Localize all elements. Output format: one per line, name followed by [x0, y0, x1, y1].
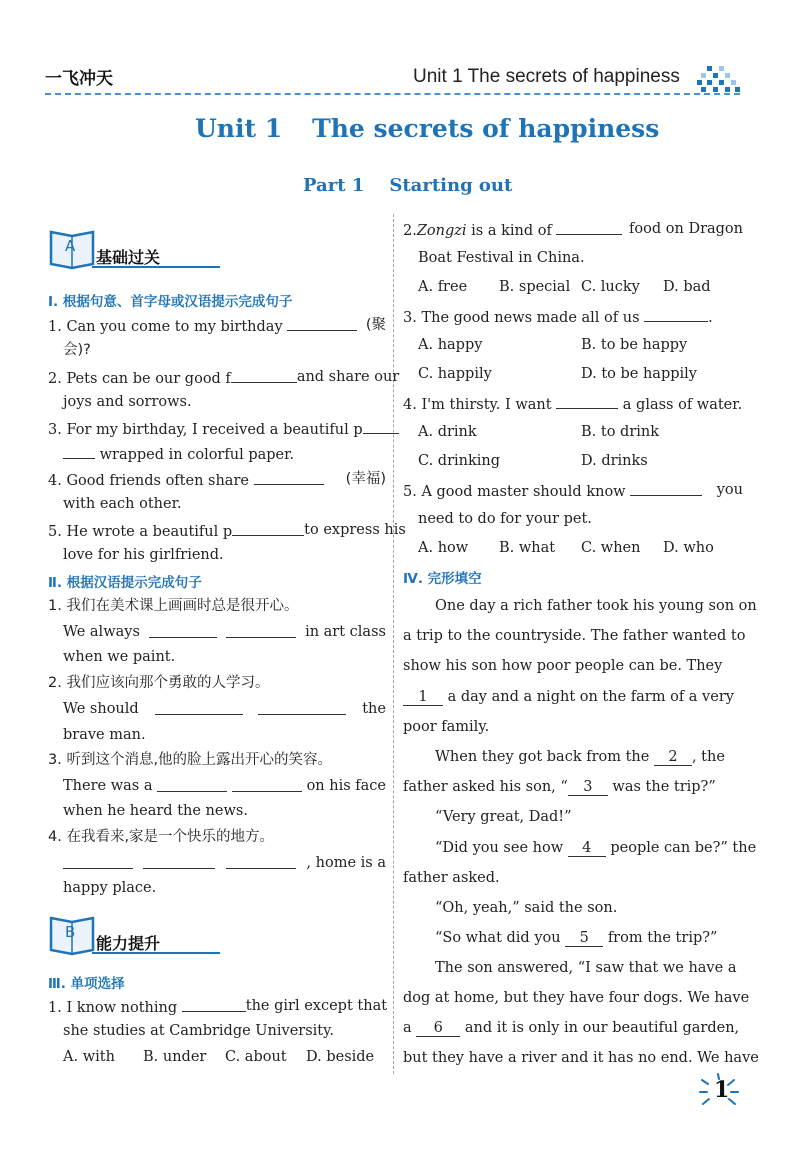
s2-q2-line2: brave man.	[63, 727, 146, 743]
s2-q4-line1: , home is a	[63, 854, 386, 872]
s3-q2-line1: 2.Zongzi is a kind of food on Dragon	[403, 221, 743, 239]
s3-q5-line2: need to do for your pet.	[418, 511, 592, 527]
cloze-blank-5[interactable]: 5	[565, 930, 603, 947]
s3-q4-line1: 4. I'm thirsty. I want a glass of water.	[403, 394, 742, 414]
section-1-heading: Ⅰ. 根据句意、首字母或汉语提示完成句子	[48, 294, 293, 310]
badge-a	[48, 226, 223, 270]
s4-p7-line3: a 6 and it is only in our beautiful garden,	[403, 1020, 740, 1036]
badge-b-letter: B	[65, 923, 76, 941]
badge-a-label: 基础过关	[96, 248, 161, 267]
cloze-blank-1[interactable]: 1	[403, 689, 443, 706]
s4-p2-line1: When they got back from the 2 , the	[435, 749, 725, 765]
header-logo: 一飞冲天	[45, 69, 113, 89]
s1-q4-line1: 4. Good friends often share (幸福)	[48, 471, 386, 489]
s4-p2-line2: father asked his son, “ 3 was the trip?”	[403, 779, 716, 795]
unit-title	[195, 114, 659, 143]
s4-p1-line4: 1 a day and a night on the farm of a very	[403, 688, 734, 706]
s3-q2-line2: Boat Festival in China.	[418, 250, 585, 266]
s2-q2-chinese: 2. 我们应该向那个勇敢的人学习。	[48, 675, 270, 691]
s4-p7-line1: The son answered, “I saw that we have a	[435, 960, 737, 976]
cloze-blank-2[interactable]: 2	[654, 749, 692, 766]
s2-q3-chinese: 3. 听到这个消息,他的脸上露出开心的笑容。	[48, 752, 333, 768]
s1-q4-line2: with each other.	[63, 496, 182, 512]
s4-p1-line1: One day a rich father took his young son on	[435, 598, 757, 614]
cloze-blank-3[interactable]: 3	[568, 779, 608, 796]
s1-q1-line1: 1. Can you come to my birthday (聚	[48, 317, 386, 335]
s2-q4-chinese: 4. 在我看来,家是一个快乐的地方。	[48, 829, 275, 845]
page-number: 1	[714, 1077, 730, 1103]
s4-p3: “Very great, Dad!”	[435, 809, 572, 825]
s1-q2-line2: joys and sorrows.	[63, 394, 192, 410]
s1-q3-line1: 3. For my birthday, I received a beautiful p	[48, 419, 399, 439]
s2-q1-line2: when we paint.	[63, 649, 176, 665]
section-2-heading: Ⅱ. 根据汉语提示完成句子	[48, 575, 202, 591]
s4-p1-line3: show his son how poor people can be. They	[403, 658, 723, 674]
s2-q1-chinese: 1. 我们在美术课上画画时总是很开心。	[48, 598, 299, 614]
s4-p7-line4: but they have a river and it has no end. We have	[403, 1050, 759, 1066]
s1-q5-line1: 5. He wrote a beautiful p to express his	[48, 522, 406, 540]
section-4-heading: Ⅳ. 完形填空	[403, 571, 482, 587]
s1-q3-line2: wrapped in colorful paper.	[63, 444, 294, 464]
badge-b	[48, 912, 223, 956]
s2-q1-line1: We always in art class	[63, 624, 386, 640]
s4-p4-line1: “Did you see how 4 people can be?” the	[435, 840, 757, 856]
s4-p7-line2: dog at home, but they have four dogs. We have	[403, 990, 750, 1006]
cloze-blank-6[interactable]: 6	[416, 1020, 460, 1037]
unit-number: Unit 1	[195, 114, 283, 143]
header-divider	[45, 93, 740, 95]
s1-q1-line2: 会)?	[63, 342, 91, 358]
badge-a-letter: A	[65, 237, 76, 255]
cloze-blank-4[interactable]: 4	[568, 840, 606, 857]
unit-name: The secrets of happiness	[312, 114, 660, 143]
s4-p6: “So what did you 5 from the trip?”	[435, 930, 718, 946]
s3-q1-line1: 1. I know nothing the girl except that	[48, 998, 388, 1016]
part-title: Part 1 Starting out	[303, 175, 513, 196]
s4-p5: “Oh, yeah,” said the son.	[435, 900, 618, 916]
section-3-heading: Ⅲ. 单项选择	[48, 976, 125, 992]
header-pixel-decoration	[697, 66, 741, 96]
s4-p4-line2: father asked.	[403, 870, 500, 886]
s4-p1-line5: poor family.	[403, 719, 490, 735]
s2-q3-line1: There was a on his face	[63, 778, 386, 794]
running-title: Unit 1 The secrets of happiness	[413, 66, 680, 87]
s3-q5-line1: 5. A good master should know you	[403, 482, 743, 500]
s2-q2-line1: We should the	[63, 701, 386, 717]
column-divider	[393, 214, 394, 1074]
badge-b-label: 能力提升	[96, 934, 161, 953]
s3-q3-line1: 3. The good news made all of us .	[403, 307, 713, 327]
s3-q1-line2: she studies at Cambridge University.	[63, 1023, 334, 1039]
s2-q3-line2: when he heard the news.	[63, 803, 248, 819]
s2-q4-line2: happy place.	[63, 880, 157, 896]
s1-q2-line1: 2. Pets can be our good f and share our	[48, 369, 400, 387]
s1-q5-line2: love for his girlfriend.	[63, 547, 224, 563]
s4-p1-line2: a trip to the countryside. The father wanted to	[403, 628, 746, 644]
